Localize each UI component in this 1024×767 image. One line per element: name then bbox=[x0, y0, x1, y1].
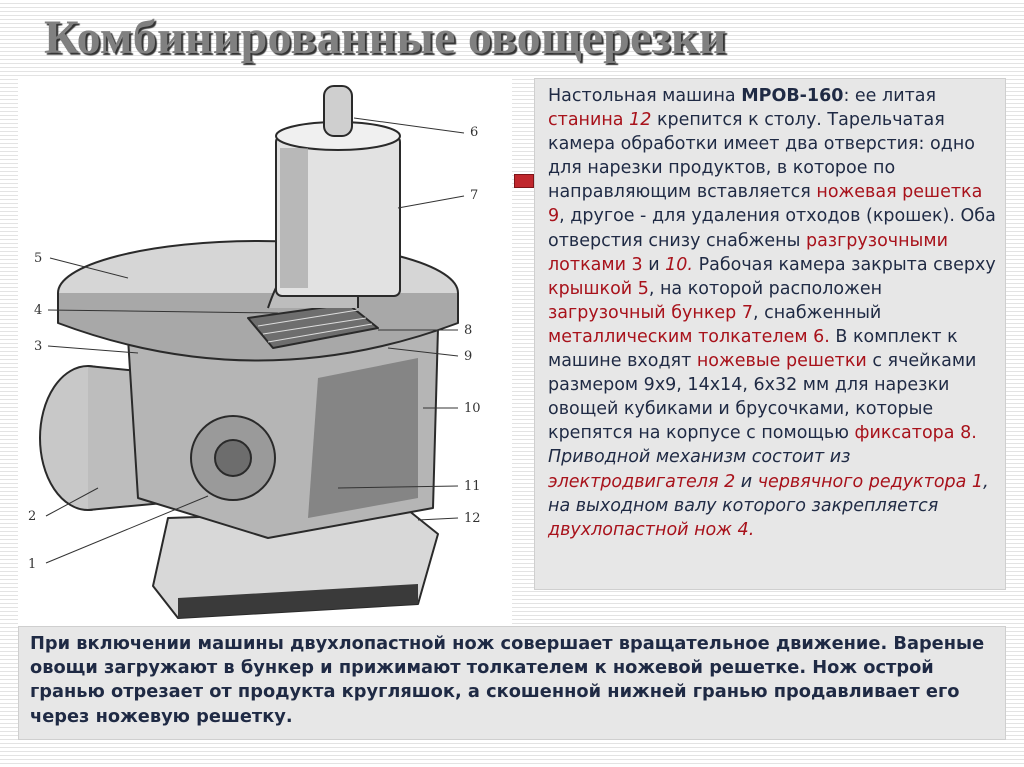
term-knife: двухлопастной нож 4. bbox=[548, 519, 755, 540]
desc-text: Настольная машина bbox=[548, 86, 742, 106]
leader-3 bbox=[48, 346, 138, 353]
accent-marker bbox=[514, 174, 534, 188]
callout-3: 3 bbox=[34, 339, 43, 354]
model-name: МРОВ-160 bbox=[741, 86, 844, 106]
description-box bbox=[534, 78, 1006, 590]
callout-9: 9 bbox=[464, 349, 473, 364]
desc-text: , на которой расположен bbox=[648, 278, 883, 299]
term-knife-grids: ножевые решетки bbox=[696, 351, 867, 372]
desc-text: Рабочая камера закрыта сверху bbox=[693, 254, 996, 275]
desc-text: и bbox=[642, 254, 666, 275]
term-knife-grid: ножевая решетка 9 bbox=[548, 182, 983, 227]
callout-4: 4 bbox=[34, 303, 43, 318]
slide-title: Комбинированные овощерезки bbox=[44, 11, 727, 64]
term-chute-number: 10. bbox=[665, 254, 693, 275]
desc-text: : ее литая bbox=[843, 86, 937, 106]
term-motor: электродвигателя 2 bbox=[548, 471, 736, 492]
callout-2: 2 bbox=[28, 509, 37, 524]
term-reducer: червячного редуктора 1 bbox=[757, 471, 984, 492]
term-stanina: станина bbox=[548, 110, 630, 131]
summary-box bbox=[18, 626, 1006, 740]
desc-text: крепится к столу. Тарельчатая камера обработки имеет два отверстия: одно для нарезки продуктов, в которое по направляющим вставляется bbox=[548, 110, 975, 203]
body-hatching bbox=[308, 358, 418, 518]
machine-illustration bbox=[18, 78, 512, 624]
leader-12 bbox=[418, 518, 458, 520]
bunker-shading bbox=[280, 148, 308, 288]
desc-text-italic: и bbox=[735, 471, 758, 492]
term-stanina-number: 12 bbox=[629, 110, 652, 131]
summary-text: При включении машины двухлопастной нож совершает вращательное движение. Вареные овощи загружают в бункер и прижимают толкателем к ножевой решетке. Нож острой гранью отрезает от продукта кругляшок, а скошенной нижней гранью продавливает его через ножевую решетку. bbox=[30, 633, 985, 727]
callout-5: 5 bbox=[34, 251, 43, 266]
callout-8: 8 bbox=[464, 323, 473, 338]
callout-6: 6 bbox=[470, 125, 479, 140]
callout-10: 10 bbox=[464, 401, 481, 416]
term-lid: крышкой 5 bbox=[548, 278, 649, 299]
machine-drawing bbox=[18, 78, 512, 624]
callout-11: 11 bbox=[464, 479, 481, 494]
term-chutes: разгрузочными лотками 3 bbox=[548, 230, 948, 275]
term-fixator: фиксатора 8. bbox=[854, 423, 977, 444]
term-pusher: металлическим толкателем 6. bbox=[548, 326, 830, 347]
callout-7: 7 bbox=[470, 188, 479, 203]
term-hopper: загрузочный бункер 7 bbox=[548, 302, 753, 323]
desc-text-italic: Приводной механизм состоит из bbox=[548, 447, 851, 468]
callout-1: 1 bbox=[28, 557, 37, 572]
desc-text: В комплект к машине входят bbox=[548, 326, 958, 372]
desc-text: , другое - для удаления отходов (крошек). Оба отверстия снизу снабжены bbox=[548, 206, 996, 251]
desc-text: с ячейками размером 9х9, 14х14, 6х32 мм для нарезки овощей кубиками и брусочками, которые крепятся на корпусе с помощью bbox=[548, 351, 977, 444]
leader-7 bbox=[398, 196, 464, 208]
reducer-hub bbox=[215, 440, 251, 476]
callout-12: 12 bbox=[464, 511, 481, 526]
pusher-rod bbox=[324, 86, 352, 136]
desc-text: , снабженный bbox=[752, 302, 882, 323]
desc-text-italic: , на выходном валу которого закрепляется bbox=[548, 471, 989, 516]
